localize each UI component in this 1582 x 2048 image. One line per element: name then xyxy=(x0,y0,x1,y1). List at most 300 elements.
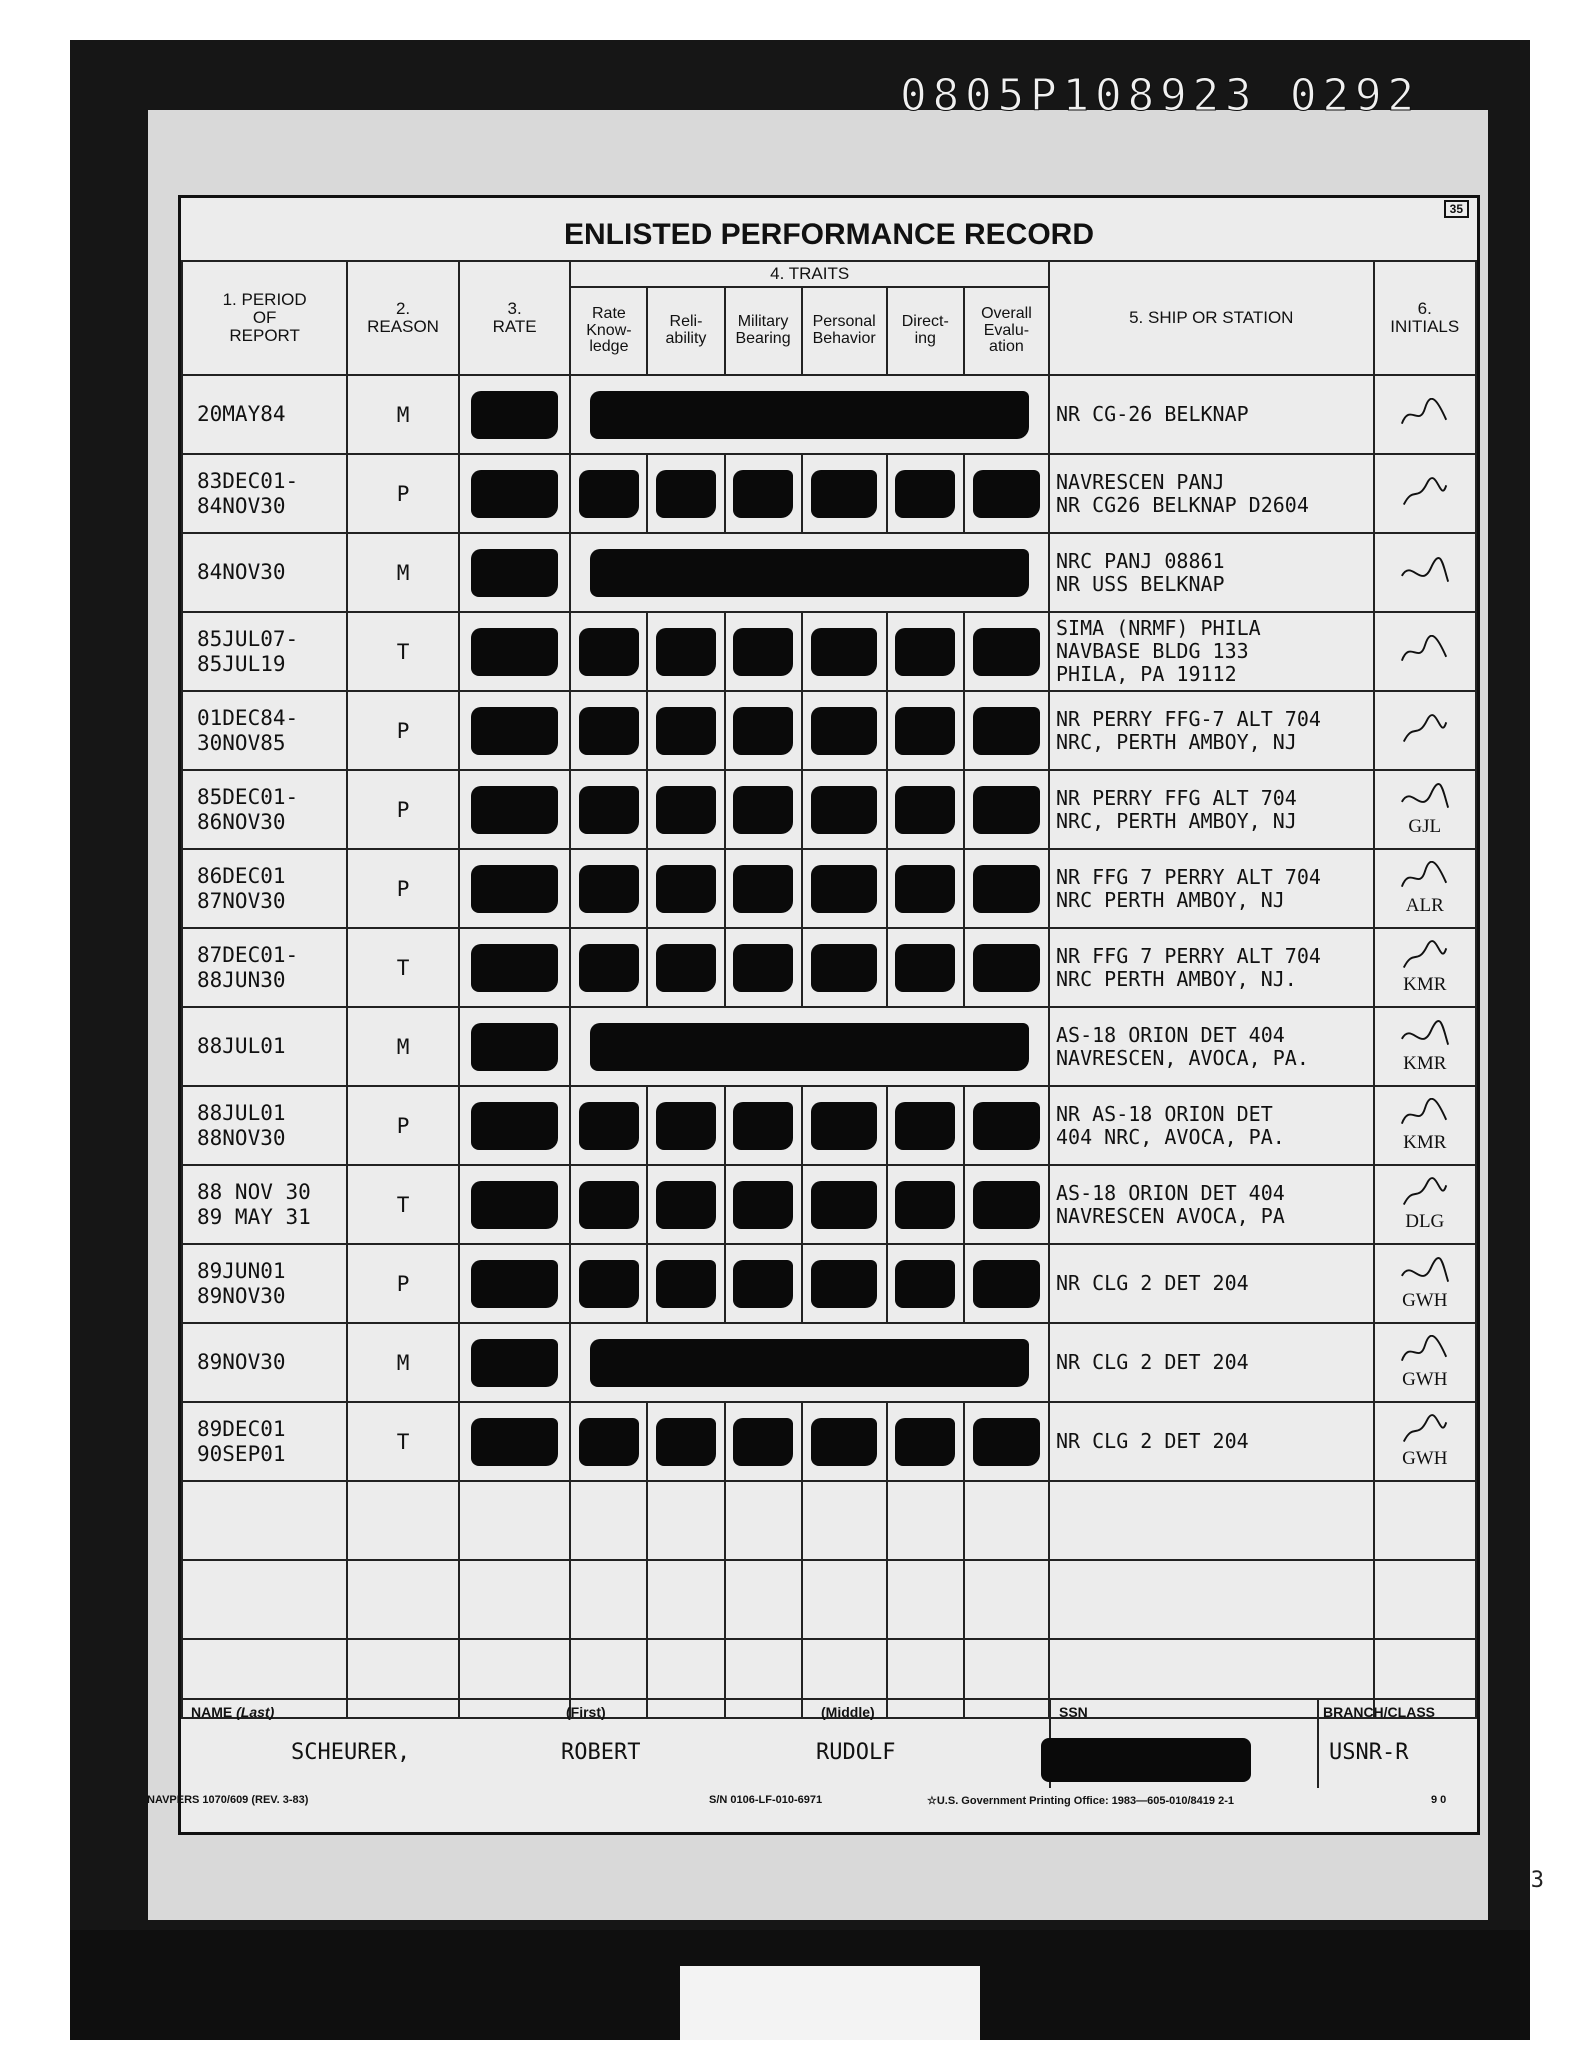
trait-header xyxy=(802,287,887,375)
station-cell: AS-18 ORION DET 404 NAVRESCEN AVOCA, PA xyxy=(1049,1165,1374,1244)
trait-cell xyxy=(725,849,802,928)
table-row xyxy=(182,533,1476,612)
table-row xyxy=(182,1323,1476,1402)
trait-cell xyxy=(964,770,1049,849)
form-id: NAVPERS 1070/609 (REV. 3-83) xyxy=(147,1794,309,1806)
initials-cell xyxy=(1374,770,1476,849)
redaction-mark xyxy=(471,1339,559,1387)
reason-cell: T xyxy=(347,612,459,691)
redaction-mark xyxy=(733,865,793,913)
name-label-text: NAME xyxy=(191,1704,233,1720)
trait-cell xyxy=(802,1481,887,1560)
signature-scribble xyxy=(1398,1414,1452,1448)
header-period xyxy=(182,261,347,375)
trait-cell xyxy=(887,928,964,1007)
trait-cell xyxy=(802,1244,887,1323)
document-number: 0805P108923 0292 xyxy=(900,70,1420,121)
header-rate-label: 3. RATE xyxy=(492,299,537,336)
trait-cell xyxy=(570,1402,647,1481)
signature-scribble xyxy=(1398,1335,1452,1369)
trait-cell xyxy=(964,1244,1049,1323)
station-cell xyxy=(1049,1560,1374,1639)
trait-cell xyxy=(887,770,964,849)
period-cell xyxy=(182,1481,347,1560)
traits-redacted-cell xyxy=(570,1007,1049,1086)
redaction-mark xyxy=(973,1102,1040,1150)
signature-scribble xyxy=(1398,940,1452,974)
initials-cell xyxy=(1374,1165,1476,1244)
signature-scribble xyxy=(1398,477,1452,511)
trait-cell xyxy=(964,1560,1049,1639)
redaction-mark xyxy=(656,944,716,992)
trait-label: Reli- ability xyxy=(665,313,707,347)
redaction-mark xyxy=(811,707,878,755)
trait-cell xyxy=(802,770,887,849)
reason-cell: M xyxy=(347,1323,459,1402)
trait-label: Personal Behavior xyxy=(812,313,876,347)
signature-scribble xyxy=(1398,398,1452,432)
table-row xyxy=(182,1244,1476,1323)
redaction-mark xyxy=(656,865,716,913)
branch-label: BRANCH/CLASS xyxy=(1323,1704,1435,1720)
table-row xyxy=(182,928,1476,1007)
header-reason-label: 2. REASON xyxy=(367,299,439,336)
redaction-mark xyxy=(656,1102,716,1150)
redaction-mark xyxy=(733,1181,793,1229)
period-cell: 88 NOV 30 89 MAY 31 xyxy=(182,1165,347,1244)
trait-cell xyxy=(887,1086,964,1165)
redaction-mark xyxy=(471,470,559,518)
redaction-mark xyxy=(811,786,878,834)
trait-cell xyxy=(887,1560,964,1639)
initials-cell xyxy=(1374,1086,1476,1165)
trait-cell xyxy=(647,1244,724,1323)
period-cell: 85JUL07- 85JUL19 xyxy=(182,612,347,691)
trait-cell xyxy=(964,691,1049,770)
reason-cell: P xyxy=(347,770,459,849)
station-cell xyxy=(1049,1481,1374,1560)
redaction-mark xyxy=(811,470,878,518)
redaction-mark xyxy=(656,707,716,755)
trait-cell xyxy=(647,1165,724,1244)
redaction-mark xyxy=(811,1102,878,1150)
redaction-mark xyxy=(733,944,793,992)
station-cell: NR PERRY FFG-7 ALT 704 NRC, PERTH AMBOY, NJ xyxy=(1049,691,1374,770)
trait-cell xyxy=(570,1165,647,1244)
initials-cell xyxy=(1374,533,1476,612)
station-cell: NR AS-18 ORION DET 404 NRC, AVOCA, PA. xyxy=(1049,1086,1374,1165)
trait-cell xyxy=(647,770,724,849)
trait-cell xyxy=(887,1481,964,1560)
rate-cell xyxy=(459,375,571,454)
table-row xyxy=(182,454,1476,533)
station-cell: NR FFG 7 PERRY ALT 704 NRC PERTH AMBOY, NJ xyxy=(1049,849,1374,928)
station-cell: SIMA (NRMF) PHILA NAVBASE BLDG 133 PHILA, PA 19112 xyxy=(1049,612,1374,691)
period-cell: 89NOV30 xyxy=(182,1323,347,1402)
header-initials xyxy=(1374,261,1476,375)
header-traits: 4. TRAITS xyxy=(570,261,1049,287)
form-title: ENLISTED PERFORMANCE RECORD xyxy=(563,218,1095,251)
initials-cell xyxy=(1374,1007,1476,1086)
initials-cell xyxy=(1374,1560,1476,1639)
name-footer xyxy=(147,1698,1477,1835)
trait-cell xyxy=(647,612,724,691)
initials-text: GJL xyxy=(1408,815,1442,837)
table-row xyxy=(182,375,1476,454)
table-row xyxy=(182,1481,1476,1560)
trait-cell xyxy=(887,691,964,770)
rate-cell xyxy=(459,1323,571,1402)
initials-text: GWH xyxy=(1402,1447,1448,1469)
redaction-mark xyxy=(579,470,639,518)
station-cell: NR PERRY FFG ALT 704 NRC, PERTH AMBOY, NJ xyxy=(1049,770,1374,849)
redaction-mark xyxy=(973,1260,1040,1308)
redaction-bar xyxy=(590,1339,1029,1387)
period-cell: 83DEC01- 84NOV30 xyxy=(182,454,347,533)
branch-value: USNR-R xyxy=(1329,1740,1409,1765)
rate-cell xyxy=(459,1402,571,1481)
redaction-mark xyxy=(895,1418,955,1466)
signature-scribble xyxy=(1398,1177,1452,1211)
trait-cell xyxy=(647,1402,724,1481)
trait-cell xyxy=(964,454,1049,533)
trait-label: Direct- ing xyxy=(901,313,949,347)
period-cell: 87DEC01- 88JUN30 xyxy=(182,928,347,1007)
trait-cell xyxy=(802,1086,887,1165)
station-cell: NR CG-26 BELKNAP xyxy=(1049,375,1374,454)
signature-scribble xyxy=(1398,1256,1452,1290)
table-row xyxy=(182,1402,1476,1481)
trait-cell xyxy=(887,1244,964,1323)
form-number-box: 35 xyxy=(1444,200,1469,218)
trait-cell xyxy=(964,928,1049,1007)
trait-header xyxy=(647,287,724,375)
redaction-mark xyxy=(733,707,793,755)
trait-cell xyxy=(802,928,887,1007)
redaction-mark xyxy=(811,944,878,992)
redaction-mark xyxy=(733,786,793,834)
trait-cell xyxy=(725,1402,802,1481)
last-label: (Last) xyxy=(236,1704,275,1720)
redaction-bar xyxy=(590,549,1029,597)
redaction-mark xyxy=(579,1418,639,1466)
initials-text: KMR xyxy=(1403,1052,1447,1074)
first-label: (First) xyxy=(566,1704,606,1720)
stock-number: S/N 0106-LF-010-6971 xyxy=(709,1794,823,1806)
initials-text: KMR xyxy=(1403,1131,1447,1153)
trait-cell xyxy=(802,1560,887,1639)
initials-cell xyxy=(1374,691,1476,770)
reason-cell: P xyxy=(347,691,459,770)
redaction-mark xyxy=(733,1102,793,1150)
redaction-mark xyxy=(656,1181,716,1229)
branch-box xyxy=(1317,1698,1477,1788)
scan-paper-slip xyxy=(680,1966,980,2040)
name-label xyxy=(191,1704,274,1720)
initials-text: ALR xyxy=(1405,894,1444,916)
redaction-mark xyxy=(471,1260,559,1308)
signature-scribble xyxy=(1398,1019,1452,1053)
redaction-mark xyxy=(895,1102,955,1150)
trait-cell xyxy=(802,612,887,691)
initials-cell xyxy=(1374,1402,1476,1481)
period-cell: 20MAY84 xyxy=(182,375,347,454)
redaction-mark xyxy=(973,1181,1040,1229)
redaction-mark xyxy=(973,707,1040,755)
redaction-mark xyxy=(471,549,559,597)
redaction-mark xyxy=(973,628,1040,676)
reason-cell: M xyxy=(347,375,459,454)
table-row xyxy=(182,770,1476,849)
signature-scribble xyxy=(1398,635,1452,669)
header-station: 5. SHIP OR STATION xyxy=(1049,261,1374,375)
middle-name: RUDOLF xyxy=(816,1740,896,1765)
form-code: 9 0 xyxy=(1431,1794,1447,1806)
reason-cell: P xyxy=(347,1086,459,1165)
trait-label: Military Bearing xyxy=(735,313,791,347)
initials-cell xyxy=(1374,1244,1476,1323)
redaction-mark xyxy=(471,707,559,755)
traits-redacted-cell xyxy=(570,375,1049,454)
reason-cell: M xyxy=(347,1007,459,1086)
rate-cell xyxy=(459,1560,571,1639)
signature-scribble xyxy=(1398,1098,1452,1132)
reason-cell: P xyxy=(347,454,459,533)
header-rate xyxy=(459,261,571,375)
redaction-mark xyxy=(733,628,793,676)
station-cell: NR CLG 2 DET 204 xyxy=(1049,1244,1374,1323)
period-cell: 89JUN01 89NOV30 xyxy=(182,1244,347,1323)
redaction-mark xyxy=(811,1260,878,1308)
signature-scribble xyxy=(1398,782,1452,816)
trait-cell xyxy=(887,1165,964,1244)
initials-cell xyxy=(1374,928,1476,1007)
trait-cell xyxy=(725,454,802,533)
station-cell: NR CLG 2 DET 204 xyxy=(1049,1323,1374,1402)
reason-cell: T xyxy=(347,928,459,1007)
redaction-mark xyxy=(811,628,878,676)
rate-cell xyxy=(459,849,571,928)
trait-cell xyxy=(964,1481,1049,1560)
trait-label: Rate Know- ledge xyxy=(586,304,632,356)
initials-cell xyxy=(1374,612,1476,691)
reason-cell: P xyxy=(347,1244,459,1323)
redaction-mark xyxy=(471,944,559,992)
redaction-mark xyxy=(579,1102,639,1150)
trait-cell xyxy=(570,849,647,928)
redaction-mark xyxy=(471,786,559,834)
trait-cell xyxy=(570,770,647,849)
trait-cell xyxy=(725,1086,802,1165)
redaction-mark xyxy=(973,786,1040,834)
redaction-mark xyxy=(895,1260,955,1308)
redaction-mark xyxy=(471,628,559,676)
trait-cell xyxy=(802,849,887,928)
redaction-mark xyxy=(895,1181,955,1229)
trait-header xyxy=(887,287,964,375)
redaction-bar xyxy=(590,391,1029,439)
ssn-label: SSN xyxy=(1059,1704,1088,1720)
redaction-mark xyxy=(579,786,639,834)
trait-cell xyxy=(725,1560,802,1639)
initials-text: KMR xyxy=(1403,973,1447,995)
header-reason xyxy=(347,261,459,375)
rate-cell xyxy=(459,454,571,533)
rate-cell xyxy=(459,1244,571,1323)
trait-label: Overall Evalu- ation xyxy=(981,304,1032,356)
trait-cell xyxy=(570,1086,647,1165)
initials-text: DLG xyxy=(1405,1210,1445,1232)
redaction-mark xyxy=(895,944,955,992)
trait-cell xyxy=(887,612,964,691)
trait-cell xyxy=(725,1165,802,1244)
header-period-label: 1. PERIOD OF REPORT xyxy=(222,290,307,345)
redaction-mark xyxy=(656,470,716,518)
reason-cell xyxy=(347,1560,459,1639)
period-cell: 88JUL01 88NOV30 xyxy=(182,1086,347,1165)
period-cell: 89DEC01 90SEP01 xyxy=(182,1402,347,1481)
redaction-mark xyxy=(973,1418,1040,1466)
table-row xyxy=(182,691,1476,770)
trait-cell xyxy=(964,849,1049,928)
printing-office-line: ☆U.S. Government Printing Office: 1983—605-010/8419 2-1 xyxy=(927,1795,1234,1807)
trait-cell xyxy=(647,1481,724,1560)
trait-header xyxy=(570,287,647,375)
trait-cell xyxy=(887,454,964,533)
trait-cell xyxy=(802,1402,887,1481)
redaction-mark xyxy=(471,391,559,439)
table-row xyxy=(182,1086,1476,1165)
table-row xyxy=(182,1007,1476,1086)
trait-cell xyxy=(964,1402,1049,1481)
period-cell xyxy=(182,1560,347,1639)
name-box xyxy=(181,1698,1049,1788)
header-initials-label: 6. INITIALS xyxy=(1390,299,1460,336)
redaction-mark xyxy=(973,944,1040,992)
redaction-mark xyxy=(733,1260,793,1308)
trait-cell xyxy=(802,454,887,533)
rate-cell xyxy=(459,1165,571,1244)
redaction-mark xyxy=(579,1181,639,1229)
redaction-mark xyxy=(733,1418,793,1466)
trait-cell xyxy=(802,1165,887,1244)
station-cell: NR FFG 7 PERRY ALT 704 NRC PERTH AMBOY, NJ. xyxy=(1049,928,1374,1007)
redaction-mark xyxy=(471,1102,559,1150)
period-cell: 85DEC01- 86NOV30 xyxy=(182,770,347,849)
redaction-mark xyxy=(811,865,878,913)
reason-cell: T xyxy=(347,1402,459,1481)
period-cell: 86DEC01 87NOV30 xyxy=(182,849,347,928)
redaction-mark xyxy=(895,786,955,834)
trait-cell xyxy=(964,1165,1049,1244)
trait-cell xyxy=(964,612,1049,691)
rate-cell xyxy=(459,928,571,1007)
redaction-mark xyxy=(579,865,639,913)
table-row xyxy=(182,849,1476,928)
trait-cell xyxy=(570,691,647,770)
last-name: SCHEURER, xyxy=(291,1740,411,1765)
traits-redacted-cell xyxy=(570,1323,1049,1402)
signature-scribble xyxy=(1398,714,1452,748)
performance-record-form xyxy=(147,195,1480,1835)
trait-cell xyxy=(647,454,724,533)
redaction-mark xyxy=(579,628,639,676)
period-cell: 01DEC84- 30NOV85 xyxy=(182,691,347,770)
record-rows xyxy=(182,375,1476,1718)
trait-cell xyxy=(570,928,647,1007)
period-cell: 84NOV30 xyxy=(182,533,347,612)
redaction-mark xyxy=(656,1260,716,1308)
trait-cell xyxy=(570,1560,647,1639)
redaction-mark xyxy=(895,470,955,518)
station-cell: NAVRESCEN PANJ NR CG26 BELKNAP D2604 xyxy=(1049,454,1374,533)
table-row xyxy=(182,612,1476,691)
initials-text: GWH xyxy=(1402,1368,1448,1390)
signature-scribble xyxy=(1398,556,1452,590)
initials-cell xyxy=(1374,454,1476,533)
trait-cell xyxy=(647,1086,724,1165)
redaction-mark xyxy=(895,865,955,913)
trait-cell xyxy=(647,849,724,928)
reason-cell: M xyxy=(347,533,459,612)
trait-cell xyxy=(647,928,724,1007)
initials-text: GWH xyxy=(1402,1289,1448,1311)
record-table xyxy=(181,260,1477,1719)
reason-cell: T xyxy=(347,1165,459,1244)
redaction-mark xyxy=(656,628,716,676)
initials-cell xyxy=(1374,375,1476,454)
trait-cell xyxy=(570,454,647,533)
redaction-mark xyxy=(811,1418,878,1466)
rate-cell xyxy=(459,1481,571,1560)
trait-cell xyxy=(570,1481,647,1560)
reason-cell: P xyxy=(347,849,459,928)
table-row xyxy=(182,1560,1476,1639)
first-name: ROBERT xyxy=(561,1740,641,1765)
traits-redacted-cell xyxy=(570,533,1049,612)
station-cell: AS-18 ORION DET 404 NAVRESCEN, AVOCA, PA. xyxy=(1049,1007,1374,1086)
trait-cell xyxy=(570,612,647,691)
trait-cell xyxy=(647,691,724,770)
redaction-mark xyxy=(579,1260,639,1308)
initials-cell xyxy=(1374,849,1476,928)
signature-scribble xyxy=(1398,861,1452,895)
table-row xyxy=(182,1165,1476,1244)
redaction-mark xyxy=(471,1418,559,1466)
trait-cell xyxy=(570,1244,647,1323)
rate-cell xyxy=(459,691,571,770)
redaction-mark xyxy=(973,470,1040,518)
trait-cell xyxy=(887,849,964,928)
trait-cell xyxy=(964,1086,1049,1165)
redaction-bar xyxy=(590,1023,1029,1071)
period-cell: 88JUL01 xyxy=(182,1007,347,1086)
redaction-mark xyxy=(895,707,955,755)
trait-cell xyxy=(725,928,802,1007)
rate-cell xyxy=(459,612,571,691)
redaction-mark xyxy=(656,1418,716,1466)
initials-cell xyxy=(1374,1481,1476,1560)
trait-cell xyxy=(647,1560,724,1639)
redaction-mark xyxy=(895,628,955,676)
rate-cell xyxy=(459,1007,571,1086)
ssn-box xyxy=(1049,1698,1317,1788)
reason-cell xyxy=(347,1481,459,1560)
trait-cell xyxy=(725,1244,802,1323)
trait-cell xyxy=(725,770,802,849)
trait-cell xyxy=(725,1481,802,1560)
trait-header xyxy=(964,287,1049,375)
